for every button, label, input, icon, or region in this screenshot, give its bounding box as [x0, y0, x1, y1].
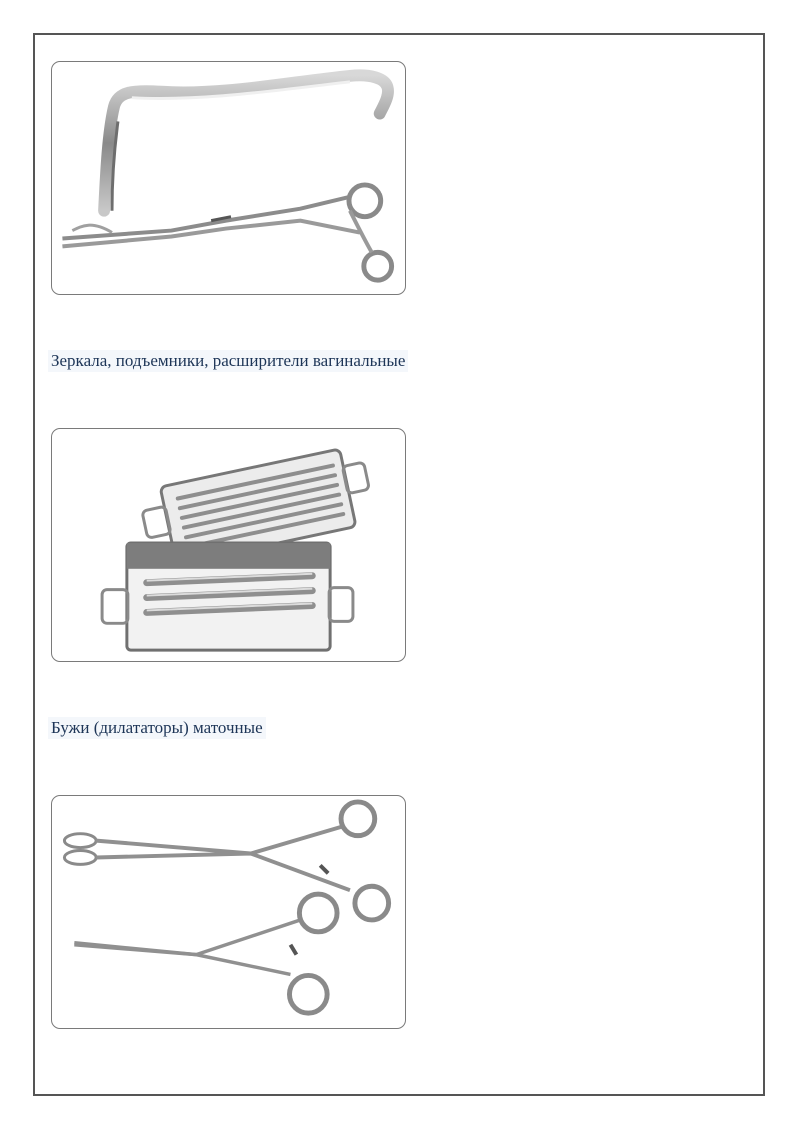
- dilators-illustration: [52, 429, 405, 661]
- forceps-illustration: [52, 796, 405, 1028]
- uterine-dilators-tray-image: [51, 428, 406, 662]
- speculum-illustration: [52, 62, 405, 294]
- surgical-forceps-image: [51, 795, 406, 1029]
- vaginal-speculum-and-retractor-image: [51, 61, 406, 295]
- speculum-caption: Зеркала, подъемники, расширители вагинальные: [48, 350, 408, 372]
- dilators-caption: Бужи (дилататоры) маточные: [48, 717, 266, 739]
